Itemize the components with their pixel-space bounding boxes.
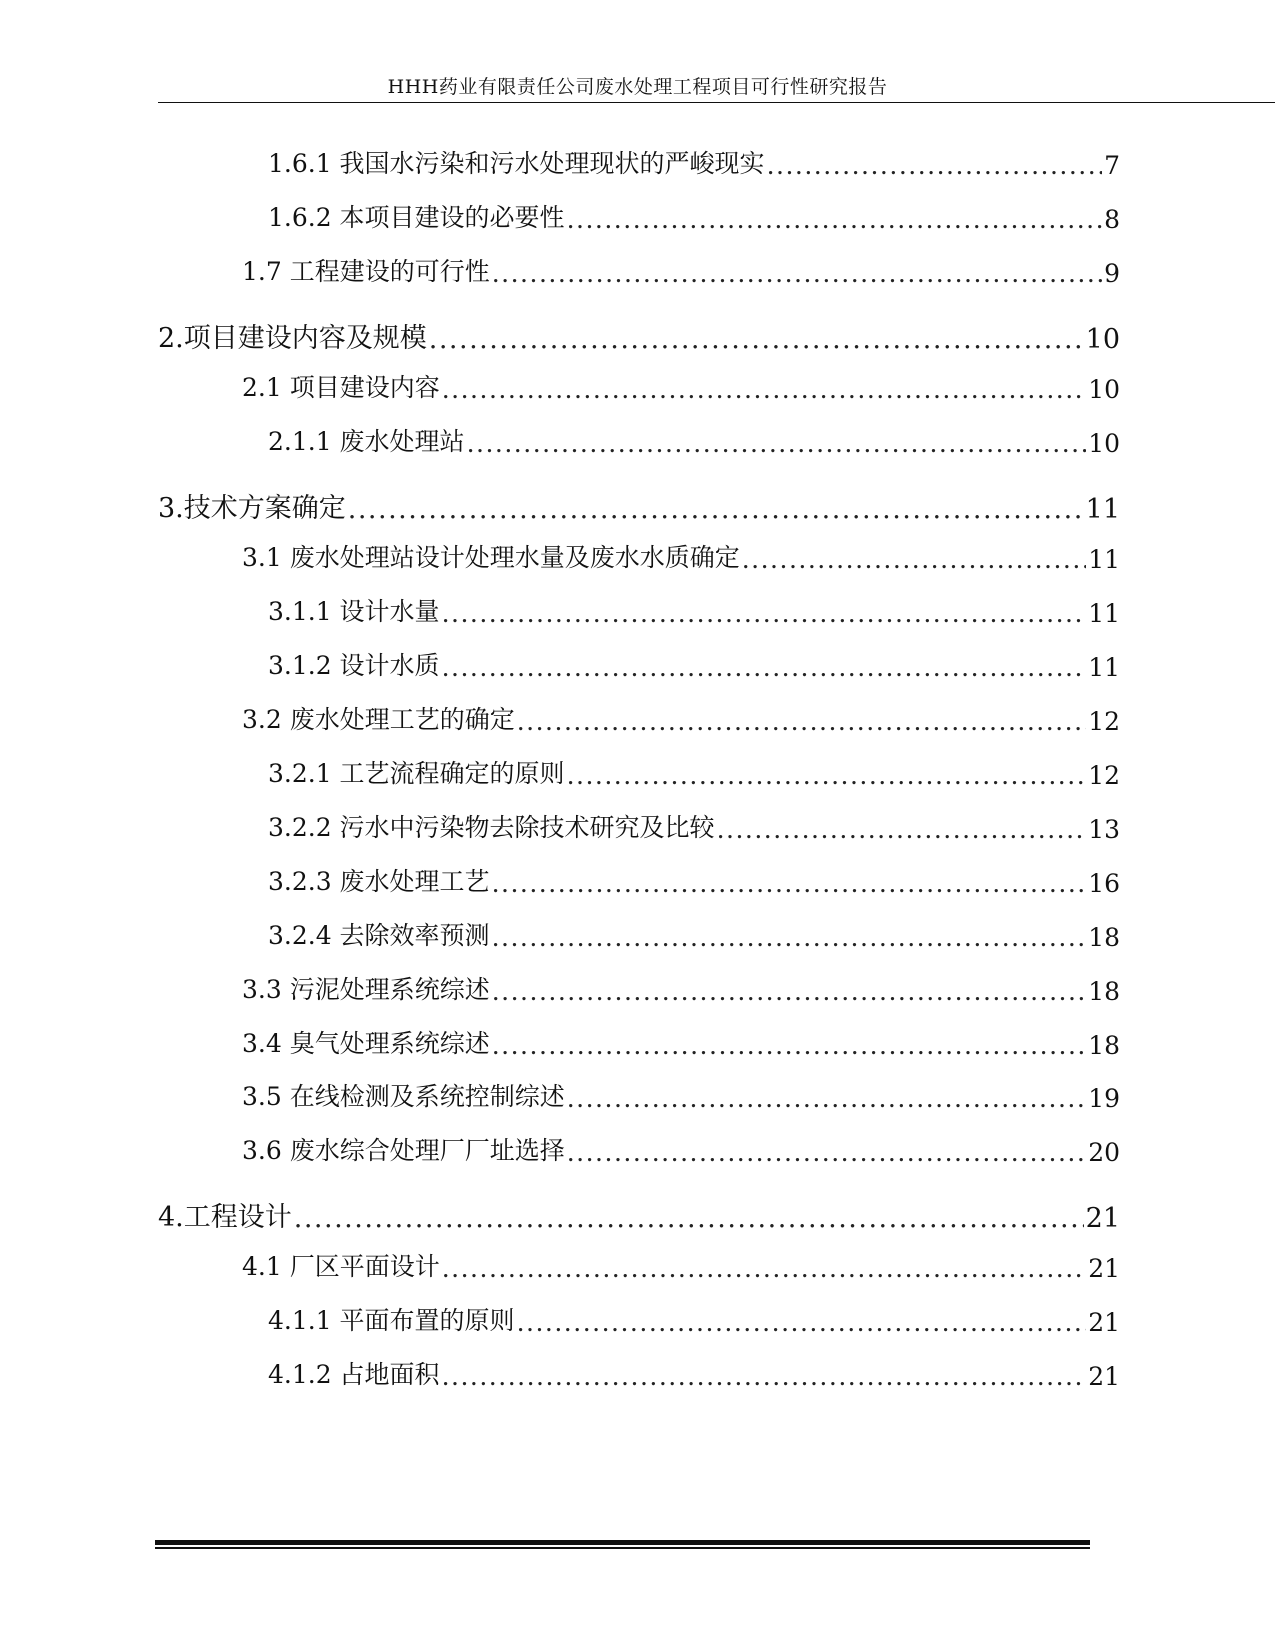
toc-entry-page: 21: [1088, 1254, 1120, 1283]
toc-entry-title: 3.2.2 污水中污染物去除技术研究及比较: [268, 813, 715, 842]
toc-entry[interactable]: [158, 485, 1120, 525]
toc-entry[interactable]: [242, 364, 1120, 404]
dot-leader: [492, 1031, 1086, 1060]
dot-leader: [492, 259, 1102, 288]
toc-entry-title: 3.2.1 工艺流程确定的原则: [268, 759, 565, 788]
toc-entry-title: 3.1 废水处理站设计处理水量及废水水质确定: [242, 543, 740, 572]
toc-entry-page: 8: [1104, 205, 1120, 234]
dot-leader: [517, 1308, 1087, 1337]
toc-entry[interactable]: [242, 1073, 1120, 1113]
dot-leader: [567, 205, 1103, 234]
toc-entry-page: 11: [1088, 599, 1120, 628]
header-rule: [158, 102, 1275, 103]
dot-leader: [567, 1138, 1086, 1167]
toc-entry[interactable]: [268, 642, 1120, 682]
toc-entry-title: 4.1.2 占地面积: [268, 1360, 440, 1389]
toc-entry-page: 21: [1085, 1203, 1120, 1234]
toc-entry-page: 10: [1088, 375, 1120, 404]
dot-leader: [429, 324, 1084, 355]
toc-entry[interactable]: [268, 750, 1120, 790]
toc-entry-title: 2.1.1 废水处理站: [268, 427, 465, 456]
toc-entry-title: 3.2.3 废水处理工艺: [268, 867, 490, 896]
dot-leader: [467, 429, 1087, 458]
toc-entry-page: 18: [1088, 923, 1120, 952]
toc-entry-title: 3.5 在线检测及系统控制综述: [242, 1082, 565, 1111]
page-header-title: HHH药业有限责任公司废水处理工程项目可行性研究报告: [387, 76, 888, 98]
toc-entry-page: 10: [1088, 429, 1120, 458]
toc-entry-page: 12: [1088, 707, 1120, 736]
toc-entry-page: 21: [1088, 1308, 1120, 1337]
toc-entry-page: 10: [1085, 324, 1120, 355]
toc-entry-title: 3.3 污泥处理系统综述: [242, 975, 490, 1004]
dot-leader: [442, 653, 1087, 682]
dot-leader: [492, 869, 1087, 898]
toc-entry-title: 3.2.4 去除效率预测: [268, 921, 490, 950]
toc-entry[interactable]: [242, 534, 1120, 574]
dot-leader: [294, 1203, 1084, 1234]
toc-entry-page: 19: [1088, 1084, 1120, 1113]
toc-entry-title: 1.6.2 本项目建设的必要性: [268, 203, 565, 232]
toc-entry[interactable]: [268, 912, 1120, 952]
toc-entry-title: 1.6.1 我国水污染和污水处理现状的严峻现实: [268, 149, 765, 178]
footer-rule-thick: [155, 1540, 1090, 1545]
toc-entry-page: 18: [1088, 1031, 1120, 1060]
toc-entry[interactable]: [268, 588, 1120, 628]
toc-entry[interactable]: [242, 966, 1120, 1006]
toc-entry[interactable]: [268, 418, 1120, 458]
toc-entry-title: 4.工程设计: [158, 1202, 292, 1233]
toc-entry[interactable]: [242, 248, 1120, 288]
toc-entry-title: 3.4 臭气处理系统综述: [242, 1029, 490, 1058]
toc-entry-title: 3.1.1 设计水量: [268, 597, 440, 626]
toc-entry[interactable]: [158, 1194, 1120, 1234]
dot-leader: [742, 545, 1086, 574]
dot-leader: [442, 599, 1087, 628]
toc-entry-page: 13: [1088, 815, 1120, 844]
dot-leader: [492, 977, 1086, 1006]
toc-entry-page: 11: [1088, 653, 1120, 682]
dot-leader: [717, 815, 1087, 844]
dot-leader: [517, 707, 1086, 736]
toc-entry-page: 16: [1088, 869, 1120, 898]
toc-entry-title: 2.1 项目建设内容: [242, 373, 440, 402]
toc-entry-page: 7: [1104, 151, 1120, 180]
dot-leader: [567, 761, 1087, 790]
dot-leader: [348, 494, 1084, 525]
toc-entry[interactable]: [242, 696, 1120, 736]
toc-entry-page: 9: [1104, 259, 1120, 288]
dot-leader: [492, 923, 1087, 952]
toc-entry-page: 12: [1088, 761, 1120, 790]
toc-entry-page: 18: [1088, 977, 1120, 1006]
toc-entry[interactable]: [268, 1297, 1120, 1337]
toc-entry-page: 11: [1088, 545, 1120, 574]
toc-entry-title: 3.2 废水处理工艺的确定: [242, 705, 515, 734]
toc-entry[interactable]: [268, 194, 1120, 234]
toc-entry-title: 3.6 废水综合处理厂厂址选择: [242, 1136, 565, 1165]
toc-entry[interactable]: [242, 1127, 1120, 1167]
toc-entry-title: 2.项目建设内容及规模: [158, 323, 427, 354]
toc-entry-title: 3.技术方案确定: [158, 493, 346, 524]
toc-entry[interactable]: [242, 1243, 1120, 1283]
toc-entry-page: 20: [1088, 1138, 1120, 1167]
dot-leader: [567, 1084, 1086, 1113]
toc-entry-page: 11: [1085, 494, 1120, 525]
toc-entry[interactable]: [158, 315, 1120, 355]
toc-entry[interactable]: [268, 1351, 1120, 1391]
toc-entry-title: 4.1.1 平面布置的原则: [268, 1306, 515, 1335]
dot-leader: [767, 151, 1103, 180]
toc-entry-title: 1.7 工程建设的可行性: [242, 257, 490, 286]
toc-entry[interactable]: [268, 804, 1120, 844]
toc-entry[interactable]: [268, 140, 1120, 180]
toc-entry[interactable]: [242, 1020, 1120, 1060]
toc-entry[interactable]: [268, 858, 1120, 898]
dot-leader: [442, 1254, 1086, 1283]
toc-entry-title: 4.1 厂区平面设计: [242, 1252, 440, 1281]
toc-entry-page: 21: [1088, 1362, 1120, 1391]
dot-leader: [442, 1362, 1087, 1391]
dot-leader: [442, 375, 1086, 404]
toc-entry-title: 3.1.2 设计水质: [268, 651, 440, 680]
footer-rule-thin: [155, 1547, 1090, 1549]
